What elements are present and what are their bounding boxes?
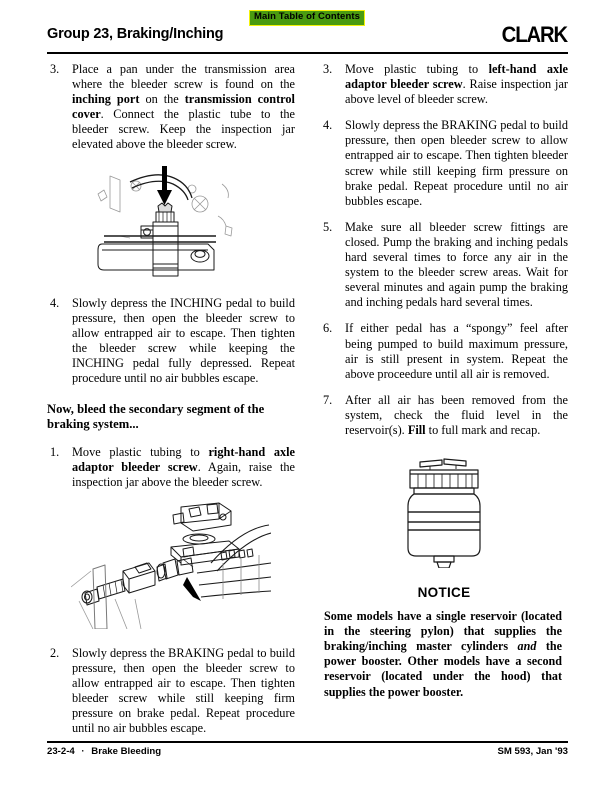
list-item-number: 5. (323, 219, 333, 234)
page-title: Group 23, Braking/Inching (47, 26, 224, 42)
list-item-text: If either pedal has a “spongy” feel after being pumped to build maximum pressure, air is still present in system. Repeat the above proceedure until all air is removed. (345, 321, 568, 381)
list-item-number: 4. (323, 118, 333, 133)
list-item-number: 7. (323, 392, 333, 407)
list-item (47, 62, 295, 153)
header-divider (47, 52, 568, 54)
notice-text: Some models have a single reservoir (located in the steering pylon) that supplies the braking/inching master cylinders and the power booster. Other models have a second reservoir (located under the hood) that supplies the power booster. (324, 609, 562, 699)
footer-divider (47, 741, 568, 743)
figure-axle-adaptor (47, 501, 295, 634)
list-item-text: After all air has been removed from the system, check the fluid level in the reservoir(s). Fill to full mark and recap. (345, 392, 568, 437)
list-item-number: 3. (50, 62, 60, 76)
footer-left-group (47, 746, 161, 757)
figure-reservoir (320, 456, 568, 573)
list-item-text: Move plastic tubing to right-hand axle adaptor bleeder screw. Again, raise the inspection jar above the bleeder screw. (72, 444, 296, 489)
list-item-text: Place a pan under the transmission area where the bleeder screw is found on the inching port on the transmission control cover. Connect the plastic tube to the bleeder screw. Keep the inspection jar elevated above the bleeder screw. (72, 62, 295, 152)
list-item (320, 118, 568, 209)
clark-logo: CLARK (501, 22, 567, 47)
list-item-number: 3. (323, 62, 333, 76)
list-item-number: 4. (50, 295, 60, 310)
footer-section-title: Brake Bleeding (91, 746, 162, 757)
list-item (320, 220, 568, 311)
footer-document-id: SM 593, Jan '93 (497, 746, 568, 757)
list-item-number: 6. (323, 321, 333, 336)
list-item-text: Slowly depress the BRAKING pedal to build pressure, then open the bleeder screw to allow entrapped air to escape. Then tighten bleeder screw while still keeping firm pressure on brake pedal. Repeat procedure until no air bubbles escape. (72, 645, 295, 736)
page-header (47, 22, 567, 54)
left-column (47, 62, 295, 747)
reservoir-illustration (384, 456, 504, 568)
list-item-number: 1. (50, 444, 60, 459)
list-item (320, 62, 568, 107)
section-subheading: Now, bleed the secondary segment of the braking system... (47, 402, 265, 432)
list-item-text: Slowly depress the INCHING pedal to build pressure, then open the bleeder screw to allow entrapped air to escape. Then tighten the bleeder screw while keeping the INCHING pedal fully depressed. Repeat procedure until no air bubbles escape. (72, 295, 295, 386)
list-item (47, 445, 295, 490)
list-item-text: Make sure all bleeder screw fittings are closed. Pump the braking and inching pedals hard several times to force any air in the system to the bleeder screw areas. Wait for several minutes and again pump the braking and inching pedals hard several times. (345, 219, 568, 310)
main-table-of-contents-button[interactable]: Main Table of Contents (249, 10, 365, 26)
list-item-number: 2. (50, 645, 60, 660)
footer-separator: · (81, 746, 85, 757)
figure-bleeder-screw (47, 164, 295, 284)
right-column (320, 62, 568, 700)
bleeder-screw-transmission-illustration (96, 164, 246, 279)
footer-page-number: 23-2-4 (47, 746, 75, 757)
list-item (320, 321, 568, 381)
axle-adaptor-bleeder-screw-illustration (71, 501, 271, 629)
list-item-text: Slowly depress the BRAKING pedal to build pressure, then open bleeder screw to allow entrapped air to escape. Then tighten bleeder screw while still keeping firm pressure on brake pedal. Repeat procedure until no air bubbles escape. (345, 118, 568, 208)
notice-heading: NOTICE (417, 585, 471, 601)
list-item-text: Move plastic tubing to left-hand axle adaptor bleeder screw. Raise inspection jar above level of bleeder screw. (345, 62, 569, 107)
list-item (47, 296, 295, 387)
list-item (47, 646, 295, 737)
list-item (320, 393, 568, 438)
